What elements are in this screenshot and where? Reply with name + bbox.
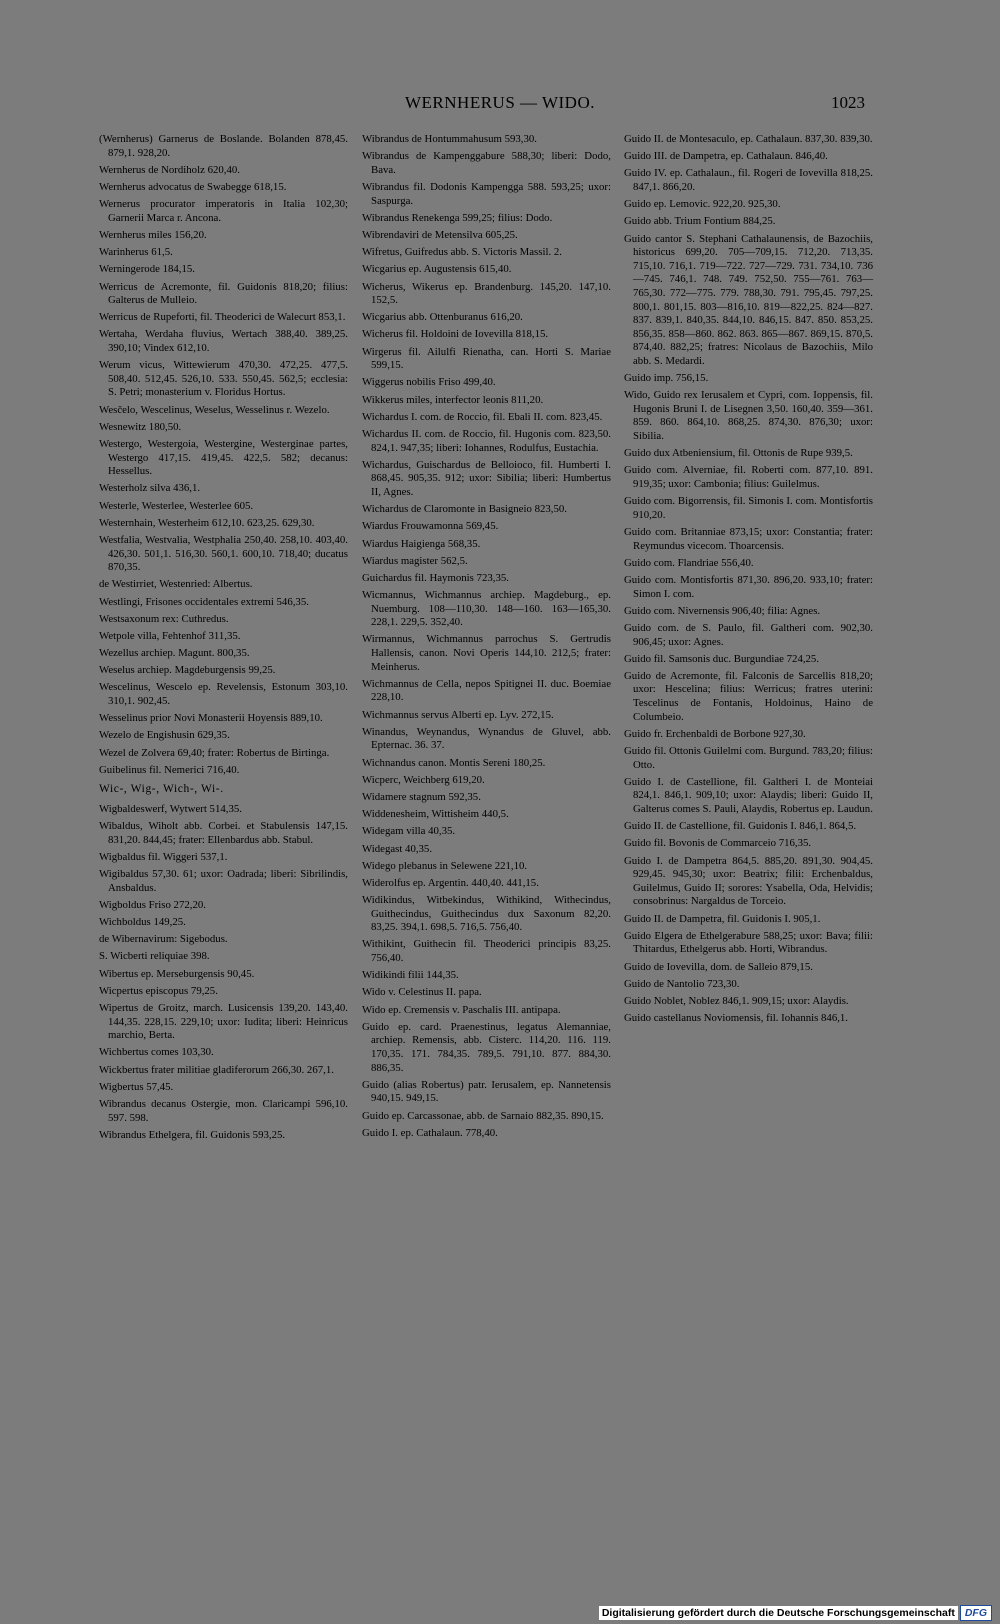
index-entry: Guichardus fil. Haymonis 723,35.	[362, 571, 509, 584]
index-entry: Wigbaldeswerf, Wytwert 514,35.	[99, 802, 242, 815]
index-entry: Wikkerus miles, interfector leonis 811,20.	[362, 393, 544, 406]
index-entry: Wichmannus de Cella, nepos Spitignei II. duc. Boemiae 228,10.	[362, 677, 611, 704]
index-entry: Guido fil. Ottonis Guilelmi com. Burgund. 783,20; filius: Otto.	[624, 745, 873, 771]
index-entry: Winandus, Weynandus, Wynandus de Gluvel, abb. Epternac. 36. 37.	[362, 725, 611, 752]
index-entry: Wiardus Haigienga 568,35.	[362, 537, 481, 550]
index-entry: Wido ep. Cremensis v. Paschalis III. antipapa.	[362, 1003, 561, 1016]
index-entry: Westernhain, Westerheim 612,10. 623,25. 629,30.	[99, 516, 315, 529]
page-number: 1023	[831, 93, 865, 112]
index-entry: Guido com. Nivernensis 906,40; filia: Agnes.	[624, 604, 821, 617]
index-entry: Werum vicus, Wittewierum 470,30. 472,25. 477,5. 508,40. 512,45. 526,10. 533. 550,45. 562,5; ecclesia: S. Petri; monasterium v. Floridus Hortus.	[99, 359, 348, 399]
dfg-logo: DFG	[960, 1605, 992, 1621]
index-entry: Wibrandus de Kampenggabure 588,30; liberi: Dodo, Bava.	[362, 150, 611, 176]
index-entry: Guido castellanus Noviomensis, fil. Iohannis 846,1.	[624, 1012, 849, 1025]
index-entry: Widegam villa 40,35.	[362, 825, 456, 838]
index-entry: Wichardus, Guischardus de Belloioco, fil. Humberti I. 868,45. 905,35. 912; uxor: Sibilia; liberi: Humbertus II, Agnes.	[362, 458, 611, 498]
index-entry: Wicherus, Wikerus ep. Brandenburg. 145,20. 147,10. 152,5.	[362, 280, 611, 307]
index-entry: Guido cantor S. Stephani Cathalaunensis, de Bazochiis, historicus 699,20. 705—709,15. 712,20. 713,35. 715,10. 716,1. 719—722. 727—729. 731. 734,10. 736—745. 746,1. 748. 749. 752,50. 755—761. 763—765,30. 772—775. 779. 788,30. 791. 795,45. 797,25. 800,1. 801,15. 803—816,10. 819—822,25. 824—827. 837. 839,1. 840,35. 844,10. 846,15. 847. 850. 853,25. 856,35. 858—860. 862. 863. 865—867. 869,15. 870,5. 874,40. 882,25; fratres: Nicolaus de Bazochiis, Milo abb. S. Medardi.	[624, 232, 873, 367]
index-entry: Guido imp. 756,15.	[624, 372, 709, 385]
footer-credit: Digitalisierung gefördert durch die Deutsche Forschungsgemeinschaft	[599, 1606, 958, 1620]
index-entry: Guido fil. Bovonis de Commarceio 716,35.	[624, 837, 812, 850]
index-entry: Wichardus de Claromonte in Basigneio 823,50.	[362, 503, 567, 516]
index-entry: Widego plebanus in Selewene 221,10.	[362, 859, 528, 872]
index-entry: Wibrandus fil. Dodonis Kampengga 588. 593,25; uxor: Saspurga.	[362, 180, 611, 207]
index-entry: Wirgerus fil. Ailulfi Rienatha, can. Horti S. Mariae 599,15.	[362, 345, 611, 372]
index-entry: Guido de Nantolio 723,30.	[624, 977, 740, 990]
index-entry: Guido fr. Erchenbaldi de Borbone 927,30.	[624, 727, 806, 740]
index-entry: Westergo, Westergoia, Westergine, Westerginae partes, Westergo 417,15. 419,45. 422,5. 582; decanus: Hessellus.	[99, 438, 348, 478]
index-entry: Westerholz silva 436,1.	[99, 482, 201, 495]
index-entry: Guido I. de Castellione, fil. Galtheri I. de Monteiai 824,1. 846,1. 909,10; uxor: Alaydis; liberi: Guido II, Galterus comes S. Pauli, Alaydis, Robertus ep. Laudun.	[624, 775, 873, 815]
index-entry: Guido fil. Samsonis duc. Burgundiae 724,25.	[624, 652, 820, 665]
section-heading: Wic-, Wig-, Wich-, Wi-.	[99, 783, 224, 796]
index-entry: Westfalia, Westvalia, Westphalia 250,40. 258,10. 403,40. 426,30. 501,1. 516,30. 560,1. 600,10. 718,40; ducatus 870,35.	[99, 533, 348, 574]
index-entry: Guido IV. ep. Cathalaun., fil. Rogeri de Iovevilla 818,25. 847,1. 866,20.	[624, 167, 873, 193]
index-entry: Werricus de Rupeforti, fil. Theoderici de Walecurt 853,1.	[99, 311, 346, 324]
index-entry: Wernherus advocatus de Swabegge 618,15.	[99, 180, 287, 193]
index-entry: Guido abb. Trium Fontium 884,25.	[624, 215, 776, 228]
index-entry: Wicherus fil. Holdoini de Iovevilla 818,15.	[362, 328, 549, 341]
index-entry: Wiardus magister 562,5.	[362, 554, 468, 567]
index-entry: Werricus de Acremonte, fil. Guidonis 818,20; filius: Galterus de Mulleio.	[99, 280, 348, 307]
index-entry: Wezelo de Engishusin 629,35.	[99, 729, 230, 742]
index-entry: Westlingi, Frisones occidentales extremi 546,35.	[99, 595, 309, 608]
index-entry: Wibrandus Renekenga 599,25; filius: Dodo.	[362, 211, 553, 224]
index-entry: Wichnandus canon. Montis Sereni 180,25.	[362, 756, 546, 769]
index-entry: Guido com. Montisfortis 871,30. 896,20. 933,10; frater: Simon I. com.	[624, 573, 873, 600]
index-entry: Wibertus ep. Merseburgensis 90,45.	[99, 967, 255, 980]
index-entry: Wernherus de Nordiholz 620,40.	[99, 163, 240, 176]
index-entry: Warinherus 61,5.	[99, 246, 173, 259]
index-entry: Guido com. Britanniae 873,15; uxor: Constantia; frater: Reymundus vicecom. Thoarcensis.	[624, 525, 873, 552]
index-entry: Widikindus, Witbekindus, Withikind, Withecindus, Guithecindus, Guithecindus dux Saxonum 82,20. 83,25. 394,1. 698,5. 716,5. 756,40.	[362, 894, 611, 934]
index-entry: Wichbertus comes 103,30.	[99, 1046, 214, 1059]
index-entry: Wido, Guido rex Ierusalem et Cypri, com. Ioppensis, fil. Hugonis Bruni I. de Lisegnen 3,50. 160,40. 359—361. 859. 860. 864,10. 868,25. 874,30. 876,30; uxor: Sibilia.	[624, 389, 873, 443]
index-entry: Guido com. Alverniae, fil. Roberti com. 877,10. 891. 919,35; uxor: Cambonia; filius: Guilelmus.	[624, 464, 873, 490]
index-entry: Widegast 40,35.	[362, 842, 433, 855]
index-entry: Guido com. de S. Paulo, fil. Galtheri com. 902,30. 906,45; uxor: Agnes.	[624, 621, 873, 648]
index-entry: Wicgarius abb. Ottenburanus 616,20.	[362, 311, 523, 324]
index-entry: Wezel de Zolvera 69,40; frater: Robertus de Birtinga.	[99, 746, 330, 759]
index-entry: Guido de Iovevilla, dom. de Salleio 879,15.	[624, 960, 813, 973]
index-entry: Westerle, Westerlee, Westerlee 605.	[99, 499, 254, 512]
index-entry: Wezellus archiep. Magunt. 800,35.	[99, 647, 250, 660]
index-entry: Guido I. de Dampetra 864,5. 885,20. 891,30. 904,45. 929,45. 945,30; uxor: Beatrix; filii: Erchenbaldus, Guilelmus, Guido II; sorores: Ysabella, Oda, Helvidis; consobrinus: Nargaldus de Torceio.	[624, 854, 873, 908]
index-entry: Wibrendaviri de Metensilva 605,25.	[362, 228, 518, 241]
index-entry: Widamere stagnum 592,35.	[362, 790, 481, 803]
index-entry: Guido II. de Castellione, fil. Guidonis I. 846,1. 864,5.	[624, 820, 857, 833]
index-entry: Wernherus miles 156,20.	[99, 228, 207, 241]
index-entry: Widikindi filii 144,35.	[362, 969, 459, 982]
index-entry: Guido II. de Dampetra, fil. Guidonis I. 905,1.	[624, 912, 821, 925]
index-entry: Wertaha, Werdaha fluvius, Wertach 388,40. 389,25. 390,10; Vindex 612,10.	[99, 328, 348, 355]
index-entry: Westsaxonum rex: Cuthredus.	[99, 612, 229, 625]
index-entry: Wichmannus servus Alberti ep. Lyv. 272,15.	[362, 708, 554, 721]
index-entry: Wigbaldus fil. Wiggeri 537,1.	[99, 850, 228, 863]
index-entry: Widdenesheim, Wittisheim 440,5.	[362, 808, 509, 821]
index-entry: Wigibaldus 57,30. 61; uxor: Oadrada; liberi: Sibrilindis, Ansbaldus.	[99, 868, 348, 894]
index-entry: Guido (alias Robertus) patr. Ierusalem, ep. Nannetensis 940,15. 949,15.	[362, 1078, 611, 1105]
index-entry: Guido com. Flandriae 556,40.	[624, 556, 754, 569]
index-entry: Wichardus II. com. de Roccio, fil. Hugonis com. 823,50. 824,1. 947,35; liberi: Iohannes, Rodulfus, Eustachia.	[362, 428, 611, 454]
index-entry: Wesnewitz 180,50.	[99, 420, 182, 433]
index-entry: Wirmannus, Wichmannus parrochus S. Gertrudis Hallensis, canon. Novi Operis 144,10. 212,5; frater: Meinherus.	[362, 633, 611, 673]
index-entry: Widerolfus ep. Argentin. 440,40. 441,15.	[362, 876, 539, 889]
page-title: WERNHERUS — WIDO.	[405, 93, 595, 112]
index-entry: de Wibernavirum: Sigebodus.	[99, 933, 228, 946]
index-entry: Wigbertus 57,45.	[99, 1080, 174, 1093]
index-entry: Wetpole villa, Fehtenhof 311,35.	[99, 629, 241, 642]
index-entry: Wipertus de Groitz, march. Lusicensis 139,20. 143,40. 144,35. 228,15. 229,10; uxor: Iudita; liberi: Heinricus marchio, Berta.	[99, 1002, 348, 1042]
index-entry: Guido ep. Carcassonae, abb. de Sarnaio 882,35. 890,15.	[362, 1109, 604, 1122]
index-entry: Wido v. Celestinus II. papa.	[362, 986, 482, 999]
index-entry: Wifretus, Guifredus abb. S. Victoris Massil. 2.	[362, 246, 562, 259]
index-entry: Wibrandus Ethelgera, fil. Guidonis 593,25.	[99, 1128, 286, 1141]
index-entry: Withikint, Guithecin fil. Theoderici principis 83,25. 756,40.	[362, 938, 611, 965]
index-entry: Weselus archiep. Magdeburgensis 99,25.	[99, 664, 276, 677]
index-entry: Wibrandus decanus Ostergie, mon. Claricampi 596,10. 597. 598.	[99, 1097, 348, 1124]
footer	[599, 1605, 992, 1621]
index-entry: Werningerode 184,15.	[99, 263, 195, 276]
index-entry: Wescelinus, Wescelo ep. Revelensis, Estonum 303,10. 310,1. 902,45.	[99, 681, 348, 708]
index-entry: Guido ep. card. Praenestinus, legatus Alemanniae, archiep. Remensis, abb. Cisterc. 114,20. 116. 119. 170,35. 171. 784,35. 789,5. 791,10. 877. 884,30. 886,35.	[362, 1020, 611, 1074]
index-entry: (Wernherus) Garnerus de Boslande. Bolanden 878,45. 879,1. 928,20.	[99, 133, 348, 159]
index-entry: Guido ep. Lemovic. 922,20. 925,30.	[624, 198, 781, 211]
index-entry: Wickbertus frater militiae gladiferorum 266,30. 267,1.	[99, 1063, 334, 1076]
index-entry: Wicpertus episcopus 79,25.	[99, 984, 218, 997]
index-entry: Guido Elgera de Ethelgerabure 588,25; uxor: Bava; filii: Thitardus, Ethelgerus abb. Horti, Wibrandus.	[624, 929, 873, 956]
index-entry: Guido de Acremonte, fil. Falconis de Sarcellis 818,20; uxor: Hescelina; filius: Werricus; fratres uterini: Tescelinus de Fontanis, Holdoinus, Haino de Columbeio.	[624, 669, 873, 723]
index-entry: Wernerus procurator imperatoris in Italia 102,30; Garnerii Marca r. Ancona.	[99, 198, 348, 224]
index-entry: Wichboldus 149,25.	[99, 916, 186, 929]
index-entry: Guido com. Bigorrensis, fil. Simonis I. com. Montisfortis 910,20.	[624, 495, 873, 521]
index-entry: Wicperc, Weichberg 619,20.	[362, 773, 485, 786]
index-column-2	[362, 133, 611, 1144]
index-entry: de Westirriet, Westenried: Albertus.	[99, 578, 253, 591]
index-entry: Guido I. ep. Cathalaun. 778,40.	[362, 1126, 498, 1139]
index-entry: Guido III. de Dampetra, ep. Cathalaun. 846,40.	[624, 150, 828, 163]
index-entry: Wiggerus nobilis Friso 499,40.	[362, 376, 496, 389]
index-column-3	[624, 133, 873, 1029]
index-entry: Wigboldus Friso 272,20.	[99, 898, 206, 911]
index-entry: Wibaldus, Wiholt abb. Corbei. et Stabulensis 147,15. 831,20. 844,45; frater: Ellenbardus abb. Stabul.	[99, 820, 348, 846]
index-entry: Wicmannus, Wichmannus archiep. Magdeburg., ep. Nuemburg. 108—110,30. 148—160. 163—165,30. 228,1. 229,5. 352,40.	[362, 589, 611, 629]
index-entry: Wichardus I. com. de Roccio, fil. Ebali II. com. 823,45.	[362, 410, 603, 423]
index-entry: S. Wicberti reliquiae 398.	[99, 950, 210, 963]
index-entry: Guido dux Atbeniensium, fil. Ottonis de Rupe 939,5.	[624, 447, 853, 460]
index-entry: Guido II. de Montesaculo, ep. Cathalaun. 837,30. 839,30.	[624, 133, 873, 145]
index-column-1	[99, 133, 348, 1146]
index-entry: Guibelinus fil. Nemerici 716,40.	[99, 763, 240, 776]
index-entry: Guido Noblet, Noblez 846,1. 909,15; uxor: Alaydis.	[624, 994, 849, 1007]
index-entry: Wesčelo, Wescelinus, Weselus, Wesselinus r. Wezelo.	[99, 403, 330, 416]
index-entry: Wesselinus prior Novi Monasterii Hoyensis 889,10.	[99, 712, 323, 725]
index-entry: Wiardus Frouwamonna 569,45.	[362, 520, 499, 533]
index-entry: Wibrandus de Hontummahusum 593,30.	[362, 133, 537, 145]
index-entry: Wicgarius ep. Augustensis 615,40.	[362, 263, 512, 276]
